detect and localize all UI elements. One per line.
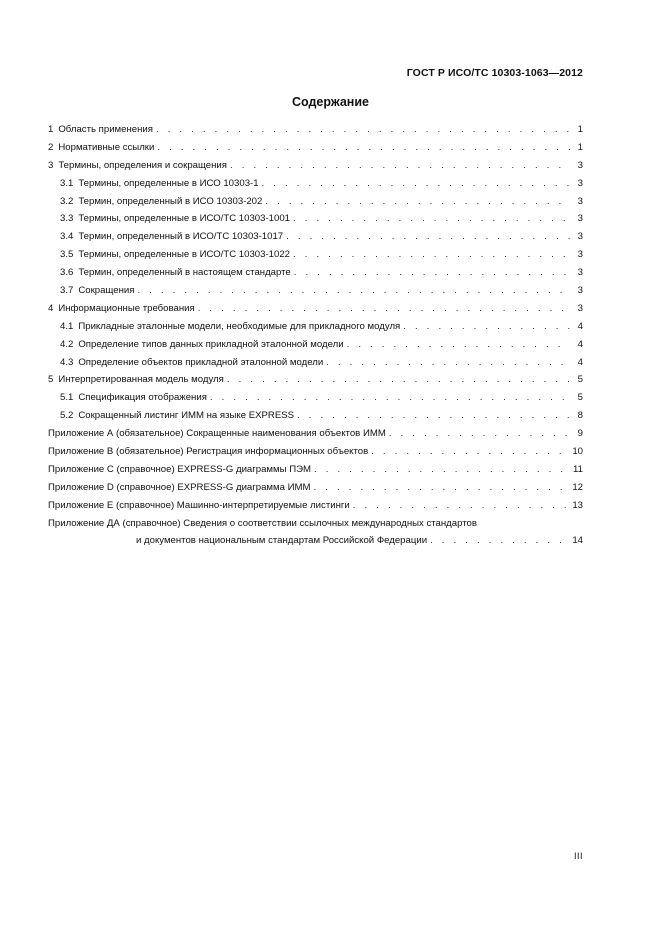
toc-entry[interactable]: [48, 479, 583, 497]
toc-entry-number: 5.1: [60, 392, 74, 404]
toc-entry[interactable]: [48, 425, 583, 443]
toc-entry-label: Приложение А (обязательное) Сокращенные наименования объектов ИММ: [48, 428, 386, 440]
toc-entry[interactable]: [48, 228, 583, 246]
toc-entry-label: Термины, определения и сокращения: [58, 159, 227, 171]
toc-entry[interactable]: [48, 318, 583, 336]
toc-entry-page: 3: [577, 159, 583, 171]
toc-entry-number: 3.1: [60, 177, 74, 189]
toc-entry[interactable]: [48, 300, 583, 318]
toc-leader-dots: [430, 532, 569, 550]
toc-entry-page: 3: [577, 285, 583, 297]
toc-entry-number: 2: [48, 141, 54, 153]
toc-entry-label: Сокращенный листинг ИММ на языке EXPRESS: [78, 410, 295, 422]
toc-leader-dots: [293, 210, 570, 228]
toc-entry-page: 4: [577, 356, 583, 368]
toc-entry[interactable]: [48, 443, 583, 461]
toc-leader-dots: [210, 389, 570, 407]
toc-leader-dots: [156, 121, 570, 139]
toc-entry-label: Прикладные эталонные модели, необходимые для прикладного модуля: [78, 320, 401, 332]
toc-entry-label: Определение объектов прикладной эталонной модели: [78, 356, 324, 368]
toc-entry-label: Термины, определенные в ИСО/ТС 10303-1022: [78, 249, 291, 261]
toc-entry-number: 4.1: [60, 320, 74, 332]
toc-leader-dots: [371, 443, 569, 461]
toc-entry-number: 4.2: [60, 338, 74, 350]
toc-entry-label: Область применения: [58, 124, 153, 135]
toc-entry[interactable]: [48, 407, 583, 425]
toc-entry-label: Термин, определенный в ИСО 10303-202: [78, 195, 263, 207]
toc-entry[interactable]: [48, 497, 583, 515]
toc-entry-number: 3.5: [60, 249, 74, 261]
toc-leader-dots: [198, 300, 570, 318]
toc-entry[interactable]: [48, 246, 583, 264]
toc-entry[interactable]: [48, 354, 583, 372]
toc-leader-dots: [314, 461, 570, 479]
toc-entry[interactable]: [48, 336, 583, 354]
toc-entry-page: 5: [577, 392, 583, 404]
toc-entry[interactable]: [48, 193, 583, 211]
toc-entry-page: 3: [577, 267, 583, 279]
toc-entries: [48, 121, 583, 515]
toc-entry-page: 11: [573, 463, 583, 475]
toc-entry-number: 3: [48, 159, 54, 171]
toc-entry-number: 5.2: [60, 410, 74, 422]
toc-entry-page: 1: [577, 141, 583, 153]
toc-entry-page: 10: [572, 446, 583, 458]
toc-entry-number: 4.3: [60, 356, 74, 368]
toc-entry-page: 1: [577, 124, 583, 135]
toc-entry[interactable]: [48, 210, 583, 228]
toc-entry-label: Интерпретированная модель модуля: [58, 374, 224, 386]
toc-entry-page: 4: [577, 338, 583, 350]
toc-leader-dots: [314, 479, 570, 497]
toc-leader-dots: [157, 139, 570, 157]
toc-entry-page: 8: [577, 410, 583, 422]
toc-entry-page: 3: [577, 213, 583, 225]
toc-leader-dots: [230, 157, 570, 175]
toc-leader-dots: [286, 228, 570, 246]
toc-entry-label: Определение типов данных прикладной эталонной модели: [78, 338, 344, 350]
toc-entry-number: 3.2: [60, 195, 74, 207]
toc-entry-label: Термин, определенный в настоящем стандарте: [78, 267, 291, 279]
toc-entry-number: 3.3: [60, 213, 74, 225]
toc-entry-page: 12: [572, 481, 583, 493]
toc-entry[interactable]: [48, 175, 583, 193]
toc-entry-label: Приложение ДА (справочное) Сведения о соответствии ссылочных международных стандартов: [48, 517, 477, 529]
toc-entry-number: 1: [48, 124, 54, 135]
toc-entry-label: Информационные требования: [58, 302, 195, 314]
toc-leader-dots: [262, 175, 570, 193]
toc-entry[interactable]: [48, 371, 583, 389]
toc-entry-label: Приложение В (обязательное) Регистрация информационных объектов: [48, 446, 369, 458]
toc-leader-dots: [293, 246, 570, 264]
toc-entry-page: 3: [577, 177, 583, 189]
toc-entry-label: Спецификация отображения: [78, 392, 207, 404]
toc-entry-page: 3: [577, 249, 583, 261]
toc-entry-page: 3: [577, 302, 583, 314]
toc-entry-number: 3.7: [60, 285, 74, 297]
toc-entry-page: 4: [577, 320, 583, 332]
toc-entry-page: 5: [577, 374, 583, 386]
toc-entry-page: 14: [572, 535, 583, 547]
toc-entry-page: 3: [577, 231, 583, 243]
toc-entry-page: 13: [572, 499, 583, 511]
toc-entry-annex-da-line2[interactable]: [48, 532, 583, 550]
toc-entry-label: и документов национальным стандартам Российской Федерации: [136, 535, 428, 547]
toc-entry-number: 4: [48, 302, 54, 314]
toc-entry-number: 5: [48, 374, 54, 386]
table-of-contents: [48, 121, 583, 550]
toc-leader-dots: [227, 371, 570, 389]
toc-entry[interactable]: [48, 121, 583, 139]
toc-entry[interactable]: [48, 157, 583, 175]
toc-entry-label: Нормативные ссылки: [58, 141, 155, 153]
toc-entry-number: 3.4: [60, 231, 74, 243]
document-code: ГОСТ Р ИСО/ТС 10303-1063—2012: [406, 67, 583, 79]
page-number: III: [573, 851, 583, 861]
toc-entry-label: Термин, определенный в ИСО/ТС 10303-1017: [78, 231, 284, 243]
toc-entry-number: 3.6: [60, 267, 74, 279]
toc-leader-dots: [297, 407, 570, 425]
toc-entry-label: Приложение С (справочное) EXPRESS-G диаграммы ПЭМ: [48, 463, 311, 475]
toc-leader-dots: [137, 282, 570, 300]
toc-leader-dots: [353, 497, 570, 515]
toc-entry-label: Термины, определенные в ИСО 10303-1: [78, 177, 259, 189]
toc-leader-dots: [326, 354, 570, 372]
toc-entry[interactable]: [48, 139, 583, 157]
toc-entry-annex-da-line1[interactable]: [48, 515, 583, 533]
toc-title: Содержание: [291, 95, 369, 109]
toc-leader-dots: [294, 264, 570, 282]
toc-entry-page: 3: [577, 195, 583, 207]
toc-entry-label: Приложение Е (справочное) Машинно-интерпретируемые листинги: [48, 499, 350, 511]
toc-entry-label: Сокращения: [78, 285, 135, 297]
toc-leader-dots: [347, 336, 570, 354]
toc-leader-dots: [403, 318, 570, 336]
toc-entry[interactable]: [48, 389, 583, 407]
toc-entry[interactable]: [48, 282, 583, 300]
toc-leader-dots: [389, 425, 570, 443]
toc-entry-page: 9: [577, 428, 583, 440]
toc-entry[interactable]: [48, 264, 583, 282]
toc-entry[interactable]: [48, 461, 583, 479]
toc-leader-dots: [265, 193, 570, 211]
toc-entry-label: Термины, определенные в ИСО/ТС 10303-1001: [78, 213, 291, 225]
toc-entry-label: Приложение D (справочное) EXPRESS-G диаграмма ИММ: [48, 481, 311, 493]
